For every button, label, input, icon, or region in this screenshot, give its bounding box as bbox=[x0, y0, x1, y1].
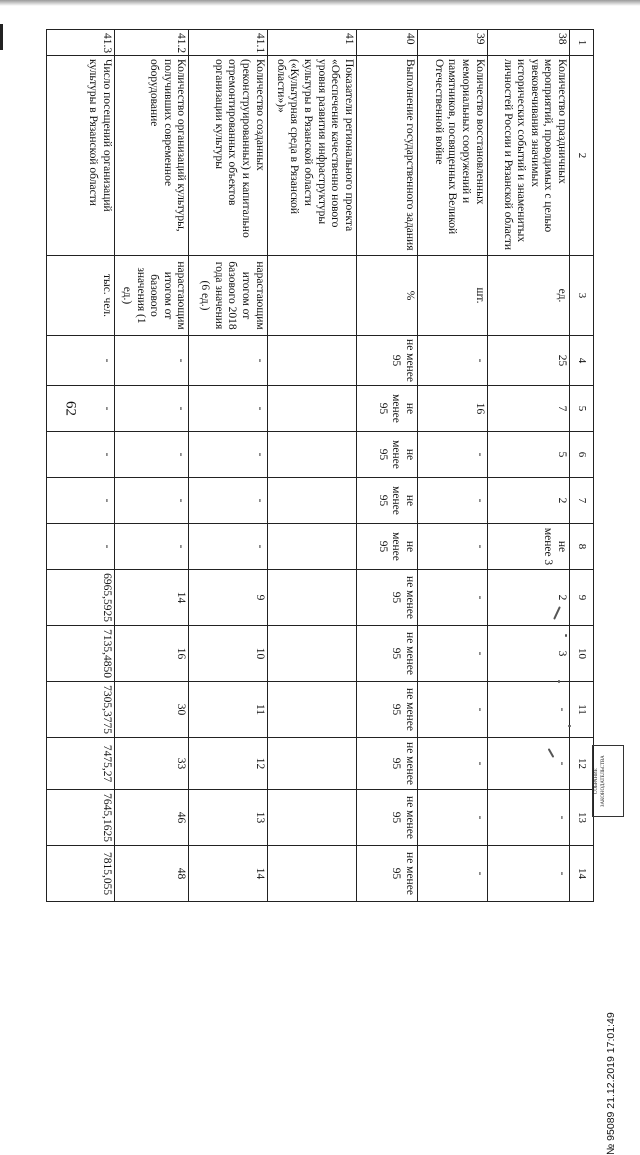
table-row bbox=[417, 30, 487, 902]
value-cell: - bbox=[417, 478, 487, 524]
value-cell bbox=[267, 478, 356, 524]
table-row bbox=[356, 30, 417, 902]
row-name: Число посещений организаций культуры в Рязанской области bbox=[47, 56, 115, 256]
value-cell: - bbox=[487, 682, 569, 738]
row-unit: шт. bbox=[417, 256, 487, 336]
value-cell: 11 bbox=[189, 682, 267, 738]
row-unit: ед. bbox=[487, 256, 569, 336]
value-cell: 46 bbox=[114, 790, 189, 846]
margin-mark bbox=[0, 24, 3, 50]
value-cell: 12 bbox=[189, 738, 267, 790]
value-cell: - bbox=[417, 336, 487, 386]
row-name: Количество восстановленных мемориальных сооружений и памятников, посвященных Великой Отечественной войне bbox=[417, 56, 487, 256]
value-cell: - bbox=[189, 336, 267, 386]
col-header: 11 bbox=[570, 682, 594, 738]
row-name: Количество организаций культуры, получивших современное оборудование bbox=[114, 56, 189, 256]
document-footer bbox=[605, 855, 617, 1155]
value-cell: - bbox=[47, 386, 115, 432]
registry-stamp: СОБРАНИЕ ЗАКОНОДАТЕЛЬСТВА bbox=[592, 745, 624, 817]
row-unit: тыс. чел. bbox=[47, 256, 115, 336]
value-cell: 25 bbox=[487, 336, 569, 386]
value-cell: - bbox=[417, 846, 487, 902]
value-cell: 14 bbox=[114, 570, 189, 626]
value-cell: не менее 95 bbox=[356, 626, 417, 682]
value-cell: 7645,1625 bbox=[47, 790, 115, 846]
value-cell: не менее 3 bbox=[487, 524, 569, 570]
value-cell: - bbox=[114, 524, 189, 570]
row-unit: нарастающим итогом от базового значения (1 ед.) bbox=[114, 256, 189, 336]
col-header: 6 bbox=[570, 432, 594, 478]
value-cell: 16 bbox=[114, 626, 189, 682]
row-number: 40 bbox=[356, 30, 417, 56]
col-header: 13 bbox=[570, 790, 594, 846]
table-row bbox=[114, 30, 189, 902]
value-cell: 6965,5925 bbox=[47, 570, 115, 626]
value-cell: не менее 95 bbox=[356, 682, 417, 738]
document-number: № 95089 bbox=[605, 1111, 617, 1155]
row-name: Показатели регионального проекта «Обеспечение качественно нового уровня развития инфраструктуры культуры в Рязанской области («Культурная среда в Рязанской области»)» bbox=[267, 56, 356, 256]
row-number: 38 bbox=[487, 30, 569, 56]
value-cell: не менее 95 bbox=[356, 336, 417, 386]
value-cell: - bbox=[487, 846, 569, 902]
value-cell: 16 bbox=[417, 386, 487, 432]
value-cell: - bbox=[417, 682, 487, 738]
value-cell: 33 bbox=[114, 738, 189, 790]
value-cell: 30 bbox=[114, 682, 189, 738]
value-cell: 7305,3775 bbox=[47, 682, 115, 738]
value-cell: - bbox=[47, 478, 115, 524]
value-cell bbox=[267, 524, 356, 570]
value-cell: - bbox=[114, 432, 189, 478]
value-cell: - bbox=[114, 336, 189, 386]
scan-speck bbox=[558, 680, 560, 683]
value-cell bbox=[267, 570, 356, 626]
header-row bbox=[570, 30, 594, 902]
value-cell bbox=[267, 432, 356, 478]
scan-edge bbox=[0, 0, 640, 6]
table-row bbox=[487, 30, 569, 902]
value-cell bbox=[267, 738, 356, 790]
col-header: 9 bbox=[570, 570, 594, 626]
value-cell: не менее 95 bbox=[356, 790, 417, 846]
value-cell: не менее 95 bbox=[356, 524, 417, 570]
value-cell: 14 bbox=[189, 846, 267, 902]
value-cell: - bbox=[417, 570, 487, 626]
value-cell: - bbox=[487, 738, 569, 790]
value-cell: 48 bbox=[114, 846, 189, 902]
value-cell: 7 bbox=[487, 386, 569, 432]
value-cell: - bbox=[114, 478, 189, 524]
row-number: 39 bbox=[417, 30, 487, 56]
value-cell: не менее 95 bbox=[356, 846, 417, 902]
scan-speck bbox=[568, 725, 571, 727]
value-cell: 2 bbox=[487, 478, 569, 524]
document-datetime: 21.12.2019 17:01:49 bbox=[605, 1012, 617, 1109]
row-unit bbox=[267, 256, 356, 336]
col-header: 1 bbox=[570, 30, 594, 56]
value-cell: - bbox=[189, 478, 267, 524]
indicator-table-wrapper bbox=[46, 29, 594, 896]
value-cell: - bbox=[189, 432, 267, 478]
value-cell bbox=[267, 386, 356, 432]
col-header: 14 bbox=[570, 846, 594, 902]
value-cell: - bbox=[417, 790, 487, 846]
value-cell: 9 bbox=[189, 570, 267, 626]
value-cell: - bbox=[417, 524, 487, 570]
value-cell bbox=[267, 790, 356, 846]
value-cell: 10 bbox=[189, 626, 267, 682]
value-cell: - bbox=[487, 790, 569, 846]
value-cell: - bbox=[417, 738, 487, 790]
col-header: 8 bbox=[570, 524, 594, 570]
table-row bbox=[189, 30, 267, 902]
row-number: 41.1 bbox=[189, 30, 267, 56]
value-cell: - bbox=[417, 432, 487, 478]
value-cell: - bbox=[417, 626, 487, 682]
value-cell: не менее 95 bbox=[356, 570, 417, 626]
value-cell: 5 bbox=[487, 432, 569, 478]
page-number: 62 bbox=[62, 401, 79, 416]
row-name: Выполнение государственного задания bbox=[356, 56, 417, 256]
value-cell: не менее 95 bbox=[356, 386, 417, 432]
value-cell: 7135,4850 bbox=[47, 626, 115, 682]
row-unit: нарастающим итогом от базового 2018 года значения (6 ед.) bbox=[189, 256, 267, 336]
value-cell: - bbox=[47, 432, 115, 478]
row-unit: % bbox=[356, 256, 417, 336]
table-row bbox=[47, 30, 115, 902]
value-cell: 3 bbox=[487, 626, 569, 682]
col-header: 3 bbox=[570, 256, 594, 336]
table-row bbox=[267, 30, 356, 902]
row-name: Количество созданных (реконструированных) и капитально отремонтированных объектов организации культуры bbox=[189, 56, 267, 256]
value-cell: 7475,27 bbox=[47, 738, 115, 790]
value-cell: - bbox=[47, 524, 115, 570]
value-cell: - bbox=[189, 386, 267, 432]
col-header: 12 bbox=[570, 738, 594, 790]
value-cell bbox=[267, 682, 356, 738]
row-number: 41.2 bbox=[114, 30, 189, 56]
value-cell: не менее 95 bbox=[356, 738, 417, 790]
value-cell: не менее 95 bbox=[356, 478, 417, 524]
value-cell: не менее 95 bbox=[356, 432, 417, 478]
col-header: 2 bbox=[570, 56, 594, 256]
value-cell: 7815,055 bbox=[47, 846, 115, 902]
col-header: 4 bbox=[570, 336, 594, 386]
col-header: 10 bbox=[570, 626, 594, 682]
value-cell bbox=[267, 626, 356, 682]
value-cell: - bbox=[47, 336, 115, 386]
value-cell: 13 bbox=[189, 790, 267, 846]
value-cell: - bbox=[189, 524, 267, 570]
col-header: 7 bbox=[570, 478, 594, 524]
indicator-table bbox=[46, 29, 594, 902]
value-cell: 2 bbox=[487, 570, 569, 626]
value-cell bbox=[267, 846, 356, 902]
value-cell bbox=[267, 336, 356, 386]
value-cell: - bbox=[114, 386, 189, 432]
row-number: 41 bbox=[267, 30, 356, 56]
col-header: 5 bbox=[570, 386, 594, 432]
row-number: 41.3 bbox=[47, 30, 115, 56]
scan-speck bbox=[565, 634, 567, 637]
row-name: Количество праздничных мероприятий, проводимых с целью увековечивания значимых исторических событий и знаменитых личностей России и Рязанской области bbox=[487, 56, 569, 256]
